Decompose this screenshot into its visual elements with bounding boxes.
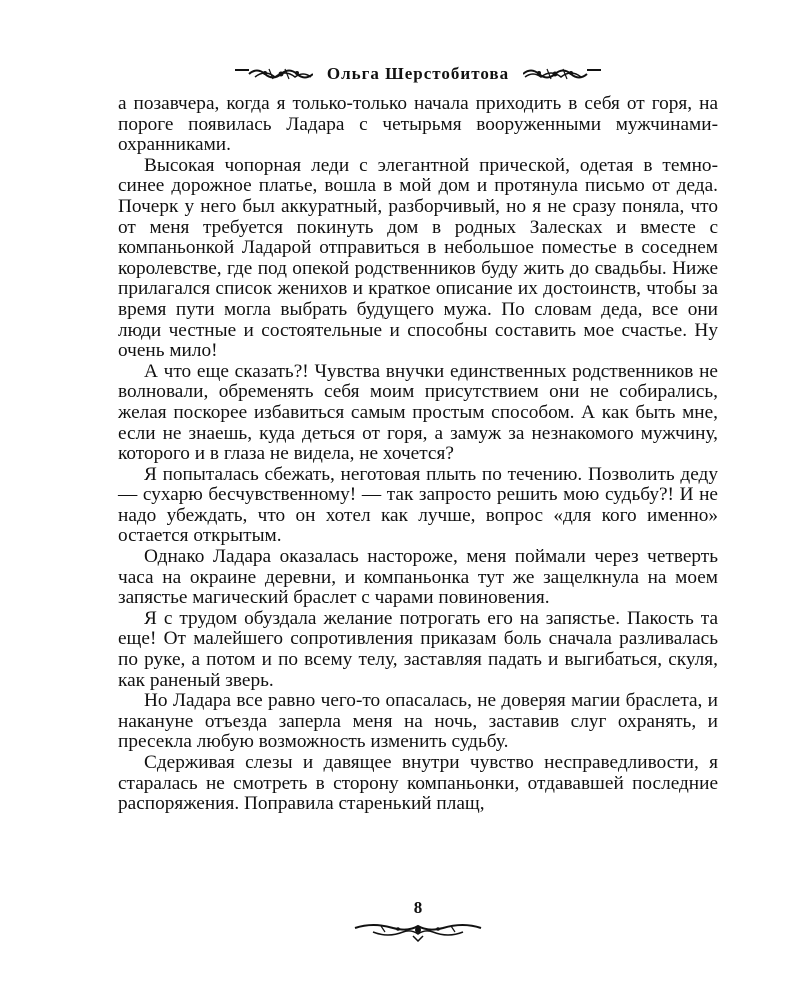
left-ornament-icon bbox=[235, 65, 313, 83]
paragraph: Я с трудом обуздала желание потрогать его на запястье. Пакость та еще! От малейшего сопротивления приказам боль сначала разливалась по руке, а потом и по всему телу, заставляя падать и выгибаться, скуля, как раненый зверь. bbox=[118, 607, 718, 691]
paragraph: Сдерживая слезы и давящее внутри чувство несправедливости, я старалась не смотреть в сторону компаньонки, отдававшей последние распоряжения. Поправила старенький плащ, bbox=[118, 752, 718, 815]
paragraph: Однако Ладара оказалась настороже, меня поймали через четверть часа на окраине деревни, и компаньонка тут же защелкнула на моем запястье магический браслет с чарами повиновения. bbox=[118, 546, 718, 609]
book-page bbox=[118, 58, 718, 917]
footer-ornament-icon bbox=[353, 920, 483, 946]
paragraph: Высокая чопорная леди с элегантной прической, одетая в темно-синее дорожное платье, вошла в мой дом и протянула письмо от деда. Почерк у него был аккуратный, разборчивый, но я не сразу поняла, что от меня требуется покинуть дом в родных Залесках и вместе с компаньонкой Ладарой отправиться в небольшое поместье в соседнем королевстве, где под опекой родственников буду жить до свадьбы. Ниже прилагался список женихов и краткое описание их достоинств, чтобы за время пути могла выбрать будущего мужа. По словам деда, все они люди честные и состоятельные и способны составить мое счастье. Ну очень мило! bbox=[118, 154, 718, 362]
page-footer bbox=[118, 898, 718, 946]
paragraph: а позавчера, когда я только-только начала приходить в себя от горя, на пороге появилась Ладара с четырьмя вооруженными мужчинами-охранниками. bbox=[118, 93, 718, 156]
running-header bbox=[118, 58, 718, 90]
page-number: 8 bbox=[413, 898, 423, 917]
paragraph: Я попыталась сбежать, неготовая плыть по течению. Позволить деду — сухарю бесчувственному! — так запросто решить мою судьбу?! И не надо убеждать, что он хотел как лучше, вопрос «для кого именно» остается открытым. bbox=[118, 463, 718, 547]
right-ornament-icon bbox=[523, 65, 601, 83]
body-text bbox=[118, 94, 718, 815]
paragraph: А что еще сказать?! Чувства внучки единственных родственников не волновали, обременять себя моим присутствием они не собирались, желая поскорее избавиться самым простым способом. А как быть мне, если не знаешь, куда деться от горя, а замуж за незнакомого мужчину, которого и в глаза не видела, не хочется? bbox=[118, 360, 718, 465]
author-name: Ольга Шерстобитова bbox=[326, 64, 510, 83]
paragraph: Но Ладара все равно чего-то опасалась, не доверяя магии браслета, и накануне отъезда заперла меня на ночь, заставив слуг охранять, и пресекла любую возможность изменить судьбу. bbox=[118, 690, 718, 753]
